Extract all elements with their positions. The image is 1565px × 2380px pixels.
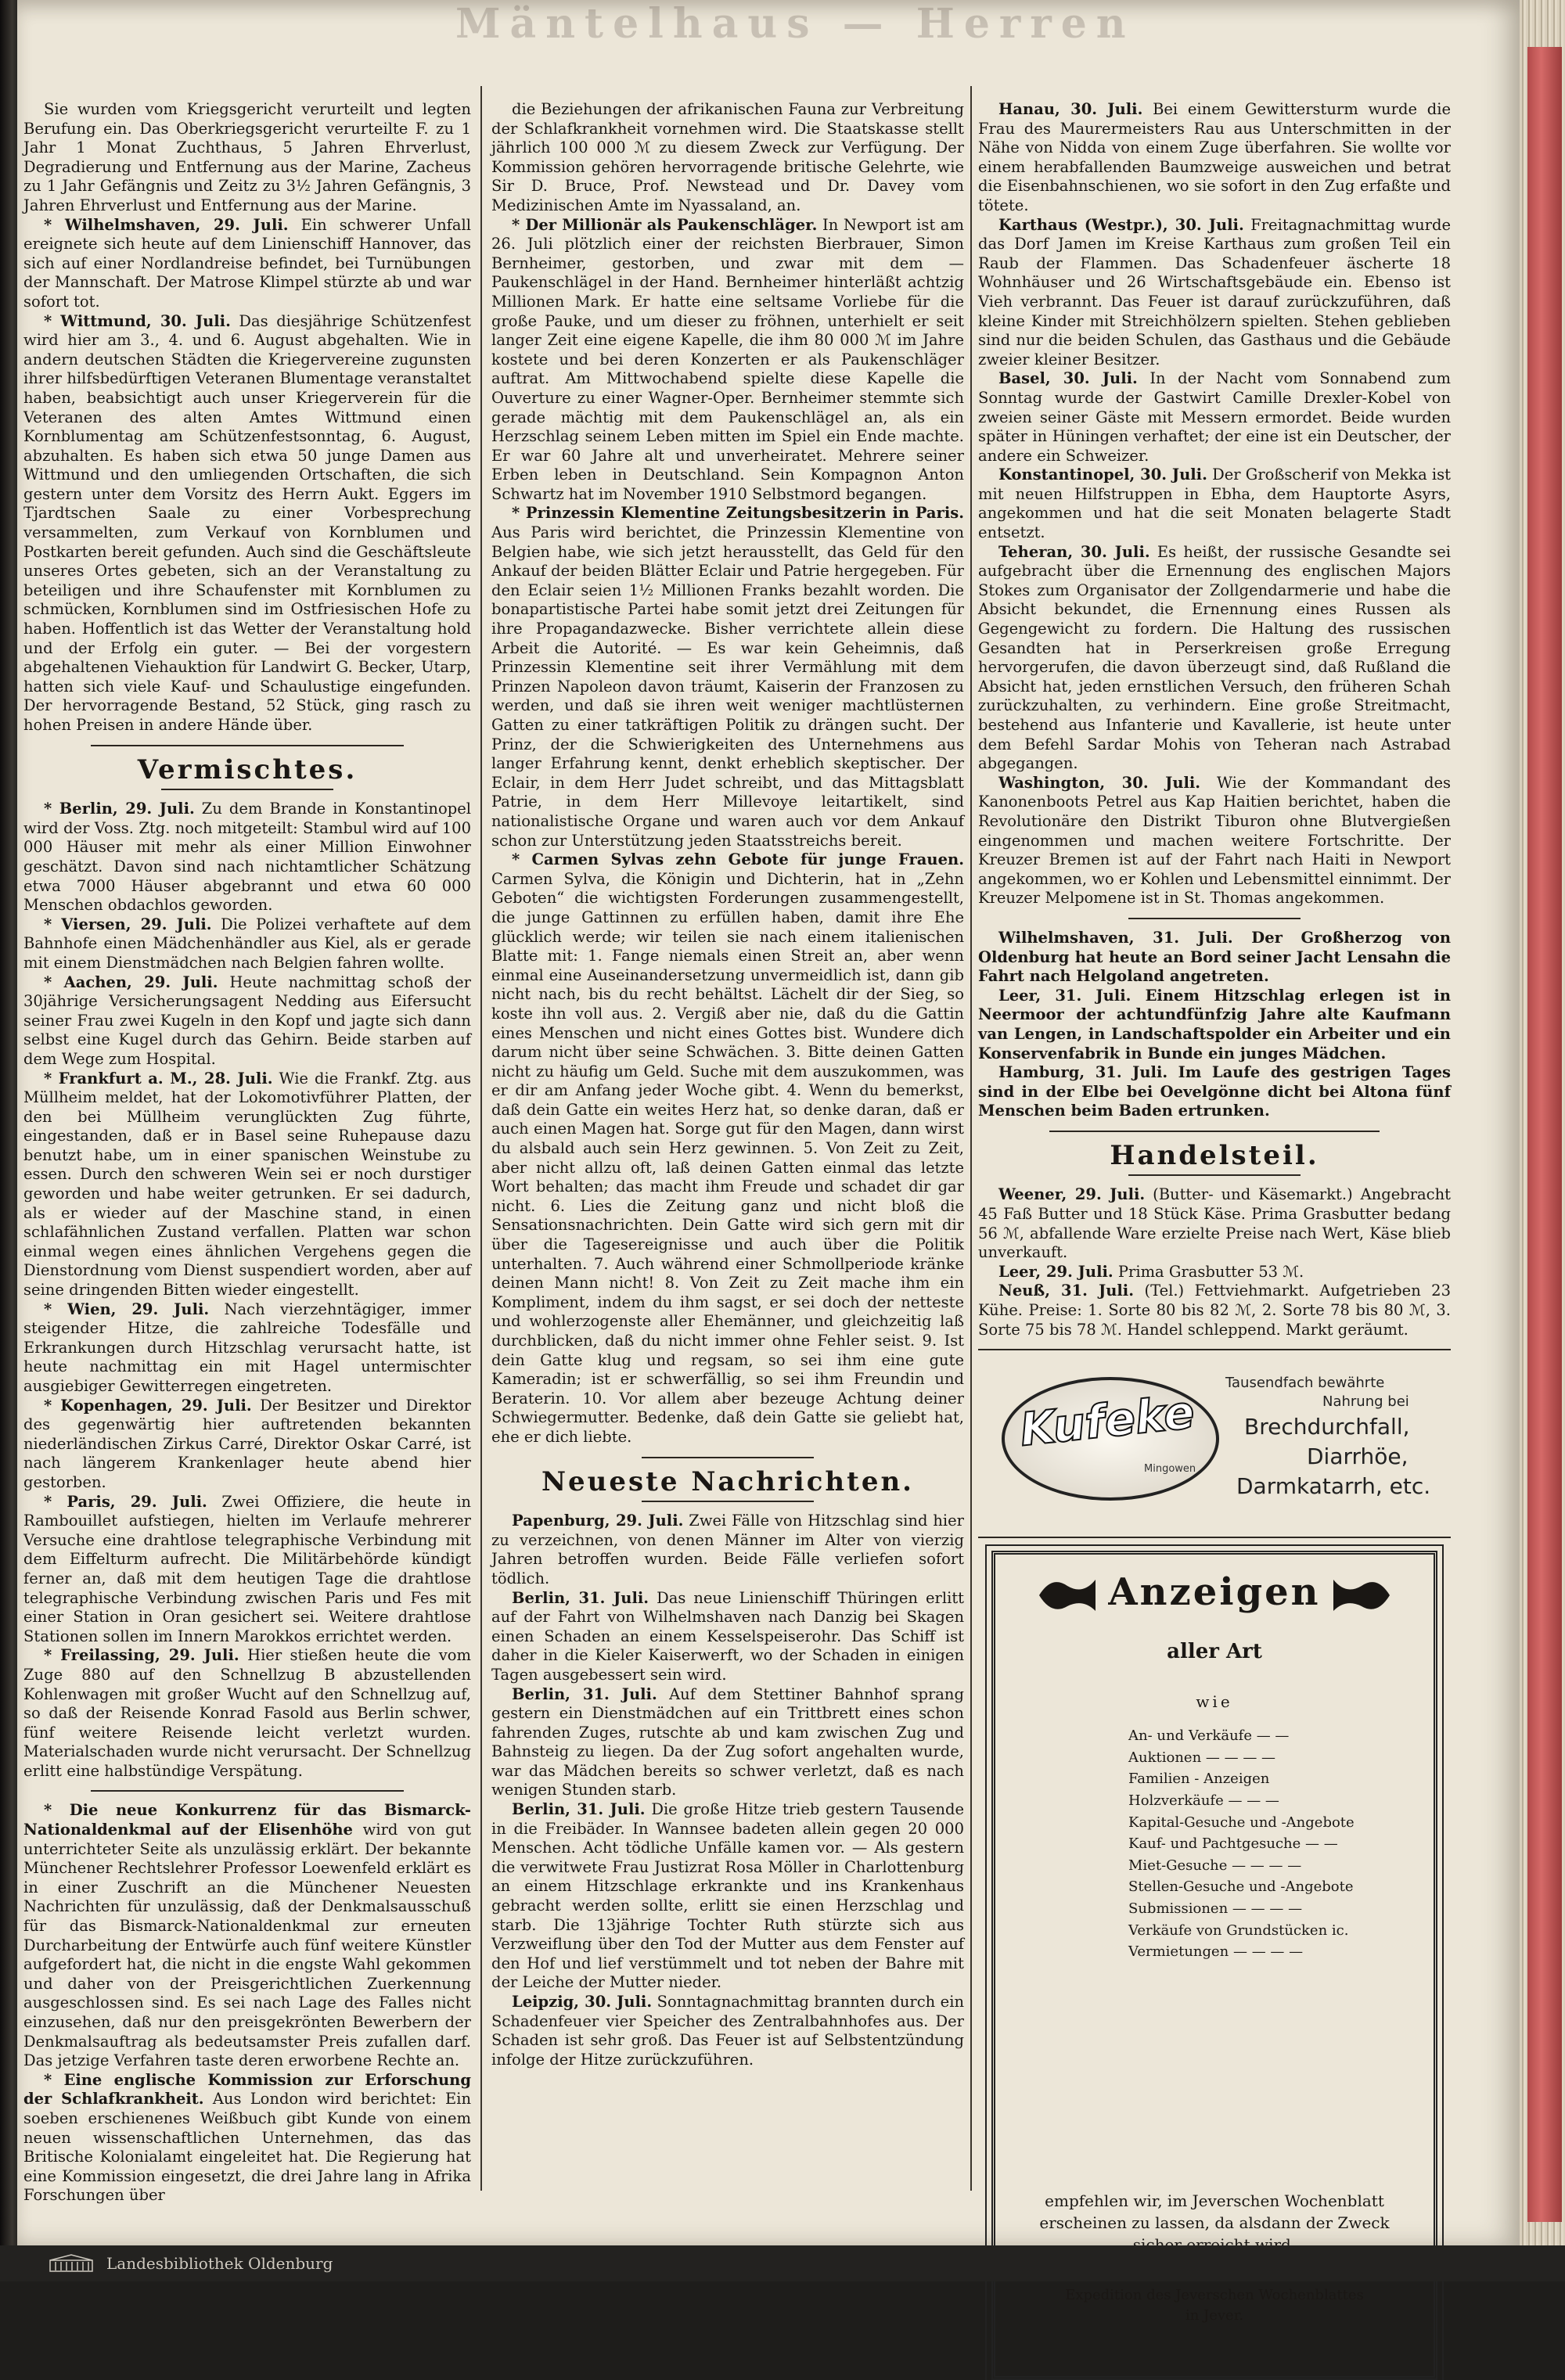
article-paragraph bbox=[23, 1300, 471, 1397]
article-paragraph bbox=[491, 1993, 964, 2069]
article-text: Der Besitzer und Direktor des gegenwärtig hier auftretenden bekannten niederländischen Zirkus Carré, Direktor Oskar Carré, ist nach längerem Krankenlager heute abend hier gestorben. bbox=[23, 1396, 472, 1491]
article-text: Wie die Frankf. Ztg. aus Müllheim meldet, hat der Lokomotivführer Platten, der den bei Müllheim verunglückten Zug führte, eingestanden, daß er in Basel seine Ruhepause dazu benutzt habe, um in einer spanischen Weinstube zu essen. Durch den schweren Wein sei er noch durstiger geworden und habe weiter getrunken. Er sei dadurch, als er wieder auf der Maschine stand, in einen schlafähnlichen Zustand verfallen. Platten war schon einmal wegen eines ähnlichen Vergehens gegen die Dienstordnung vom Dienst suspendiert worden, aber auf seine dringenden Bitten wieder eingestellt. bbox=[23, 1069, 471, 1300]
article-text: Auf dem Stettiner Bahnhof sprang gestern ein Dienstmädchen auf ein Trittbrett eines schon fahrenden Zuges, rutschte ab und kam zwischen Zug und Bahnsteig zu liegen. Da der Zug sofort angehalten wurde, war das Mädchen bereits so schwer verletzt, daß es nach wenigen Stunden starb. bbox=[491, 1684, 964, 1799]
article-paragraph bbox=[978, 1282, 1451, 1339]
anzeigen-subtitle: aller Art bbox=[1167, 1640, 1262, 1664]
dateline: Berlin, 31. Juli. bbox=[512, 1588, 649, 1607]
article-paragraph bbox=[23, 1070, 471, 1300]
dateline: Teheran, 30. Juli. bbox=[998, 542, 1150, 561]
article-paragraph bbox=[491, 1512, 964, 1588]
dateline: Neuß, 31. Juli. bbox=[998, 1282, 1135, 1300]
article-paragraph bbox=[491, 1800, 964, 1993]
separator bbox=[161, 789, 333, 790]
article-text: In der Nacht vom Sonnabend zum Sonntag wurde der Gastwirt Camille Drexler-Kobel von zweien seiner Gäste mit Messern ermordet. Beide wurden später in Hüningen verhaftet; der eine ist ein Deutscher, der andere ein Schweizer. bbox=[978, 369, 1451, 465]
article-text: Hier stießen heute die vom Zuge 880 auf den Schnellzug B abzustellenden Kohlenwagen mit großer Wucht auf den Schnellzug auf, so daß der Reisende Konrad Fasold aus Berlin schwer, fünf weitere Reisende leicht verletzt wurden. Materialschaden wurde nicht verursacht. Der Schnellzug erlitt eine halbstündige Verspätung. bbox=[23, 1646, 471, 1780]
separator bbox=[642, 1457, 814, 1458]
anzeigen-title: Anzeigen bbox=[1108, 1570, 1321, 1615]
anzeigen-list bbox=[1128, 1725, 1355, 1963]
library-name: Landesbibliothek Oldenburg bbox=[106, 2254, 333, 2273]
article-text: Aus London wird berichtet: Ein soeben erschienenes Weißbuch gibt Kunde von einem neuen wissenschaftlichen Unternehmen, das das Britische Kolonialamt eingeleitet hat. Die Regierung hat eine Kommission eingesetzt, die drei Jahre lang in Afrika Forschungen über bbox=[23, 2090, 471, 2205]
article-paragraph bbox=[491, 100, 964, 216]
dateline: Leer, 29. Juli. bbox=[998, 1262, 1113, 1281]
dateline: * Wien, 29. Juli. bbox=[44, 1300, 210, 1318]
article-text: Zwei Offiziere, die heute in Rambouillet aufstiegen, hielten im Verlaufe mehrerer Versuche eine drahtlose telegraphische Verbindung mit dem Eiffelturm aufrecht. Die Militärbehörde kündigt ferner an, daß mit dem heutigen Tage die drahtlose telegraphische Verbindung zwischen Paris und Fes mit einer Station in Oran gesichert sei. Weitere drahtlose Stationen sollen im Innern Marokkos errichtet werden. bbox=[23, 1492, 471, 1645]
footer-bar bbox=[0, 2245, 1565, 2281]
article-text: Die Polizei verhaftete auf dem Bahnhofe einen Mädchenhändler aus Kiel, als er gerade mit einem Dienstmädchen nach Belgien fahren wollte. bbox=[23, 915, 471, 972]
dateline: Berlin, 31. Juli. bbox=[512, 1800, 646, 1819]
anzeigen-list-item: Verkäufe von Grundstücken ic. bbox=[1128, 1922, 1349, 1939]
anzeigen-publisher bbox=[995, 2285, 1434, 2326]
article-text: Bei einem Gewittersturm wurde die Frau des Maurermeisters Rau aus Unterschmitten in der Nähe von Nidda von einem Zuge überfahren. Sie wollte vor einem herabfallenden Baumzweige ausweichen und betrat die Eisenbahnschienen, wo sie sofort in den Zug erfaßte und tötete. bbox=[978, 100, 1451, 214]
separator bbox=[642, 1501, 814, 1502]
kufeke-line: Nahrung bei bbox=[1322, 1393, 1409, 1411]
anzeigen-list-item: Stellen-Gesuche und -Angebote bbox=[1128, 1878, 1354, 1896]
article-text: Ein schwerer Unfall ereignete sich heute auf dem Linienschiff Hannover, das sich auf einer Nordlandreise befindet, bei Turnübungen der Mannschaft. Der Matrose Klimpel stürzte ab und war sofort tot. bbox=[23, 215, 471, 311]
separator bbox=[91, 745, 404, 746]
article-text: Aus Paris wird berichtet, die Prinzessin Klementine von Belgien habe, wie sich jetzt herausstellt, das Geld für den Ankauf der beiden Blätter Eclair und Patrie hergegeben. Für den Eclair seien 1½ Millionen Franks bezahlt worden. Die bonapartistische Partei habe somit jetzt drei Zeitungen für ihre Propagandazwecke. Bisher verrichtete allein diese Arbeit die Autorité. — Es war kein Geheimnis, daß Prinzessin Klementine seit ihrer Vermählung mit dem Prinzen Napoleon davon träumt, Kaiserin der Franzosen zu werden, und daß sie ihren weit weniger machtlüsternen Gatten zu einer tatkräftigen Politik zu drängen sucht. Der Prinz, der die Schwierigkeiten des Unternehmens aus langer Erfahrung kennt, denkt erheblich skeptischer. Der Eclair, in dem Herr Judet schreibt, und das Mittagsblatt Patrie, in dem Herr Millevoye leitartikelt, sind nationalistische Organe und waren auch vor dem Ankauf schon zur Unterstützung jeden Staatsstreichs bereit. bbox=[491, 523, 964, 850]
separator bbox=[1049, 1131, 1380, 1132]
dateline: Weener, 29. Juli. bbox=[998, 1185, 1146, 1204]
dateline: * Carmen Sylvas zehn Gebote für junge Frauen. bbox=[512, 850, 964, 869]
anzeigen-list-item: Kapital-Gesuche und -Angebote bbox=[1128, 1814, 1355, 1831]
article-paragraph bbox=[491, 216, 964, 505]
article-paragraph bbox=[491, 1685, 964, 1801]
kufeke-line: Brechdurchfall, bbox=[1244, 1414, 1410, 1440]
article-text: Sie wurden vom Kriegsgericht verurteilt und legten Berufung ein. Das Oberkriegsgericht verurteilte F. zu 1 Jahr 1 Monat Zuchthaus, 5 Jahren Ehrverlust, Degradierung und Entfernung aus der Marine, Zacheus zu 1 Jahr Gefängnis und Zeitz zu 3½ Jahren Gefängnis, 3 Jahren Ehrverlust und Entfernung aus der Marine. bbox=[23, 100, 471, 214]
article-paragraph bbox=[23, 100, 471, 216]
article-paragraph bbox=[491, 850, 964, 1447]
article-paragraph bbox=[23, 1801, 471, 2070]
article-text: Leer, 31. Juli. Einem Hitzschlag erlegen ist in Neermoor der achtundfünfzig Jahre alte Kaufmann van Lengen, in Landschaftspolder ein Arbeiter und ein Konservenfabrik in Bunde ein junges Mädchen. bbox=[978, 986, 1451, 1062]
dateline: Leipzig, 30. Juli. bbox=[512, 1993, 653, 2011]
anzeigen-list-item: Vermietungen — — — — bbox=[1128, 1943, 1304, 1961]
article-paragraph bbox=[23, 1493, 471, 1647]
kufeke-line: Tausendfach bewährte bbox=[1225, 1375, 1385, 1392]
article-paragraph bbox=[978, 987, 1451, 1063]
article-paragraph bbox=[978, 543, 1451, 774]
dateline: * Viersen, 29. Juli. bbox=[44, 915, 212, 933]
column-left bbox=[23, 100, 471, 2206]
article-text: Carmen Sylva, die Königin und Dichterin, hat in „Zehn Geboten“ die wichtigsten Forderungen zusammengestellt, die junge Gattinnen zu erfüllen haben, damit ihre Ehe glücklich werde; wir teilen sie nach einem italienischen Blatte mit: 1. Fange niemals einen Streit an, aber wenn einmal eine Auseinandersetzung unvermeidlich ist, dann gib nicht nach, bis du recht behältst. Lächelt dir der Sieg, so koste ihn voll aus. 2. Vergiß aber nie, daß du die Gattin eines Menschen und nicht eines Gottes bist. Wundere dich darum nicht über seine Schwächen. 3. Bitte deinen Gatten nicht zu häufig um Geld. Suche mit dem auszukommen, was er dir am Anfang jeder Woche gibt. 4. Wenn du bemerkst, daß dein Gatte ein weites Herz hat, so denke daran, daß er auch einen Magen hat. Sorge gut für den Magen, dann wirst du alsbald auch sein Herz gewinnen. 5. Von Zeit zu Zeit, aber nicht allzu oft, laß deinen Gatten einmal das letzte Wort behalten; das macht ihm Freude und schadet dir gar nicht. 6. Lies die Zeitung ganz und nicht bloß die Sensationsnachrichten. Dein Gatte wird sich gern mit dir über die Tagesereignisse und auch über die Politik unterhalten. 7. Auch während einer Schmollperiode kränke deinen Mann nicht! 8. Von Zeit zu Zeit mache ihm ein Kompliment, indem du ihm sagst, er sei doch der netteste und wohlerzogenste aller Ehemänner, und gleichzeitig laß durchblicken, daß du nicht immer ohne Fehler seist. 9. Ist dein Gatte klug und regsam, so sei ihm eine gute Kameradin; ist er schwerfällig, so sei ihm Freundin und Beraterin. 10. Vor allem aber bezeuge Achtung deiner Schwiegermutter. Bedenke, daß dein Gatte sie geliebt hat, ehe er dich liebte. bbox=[491, 869, 964, 1446]
library-building-icon bbox=[49, 2254, 94, 2273]
dateline: * Prinzessin Klementine Zeitungsbesitzerin in Paris. bbox=[512, 504, 964, 523]
article-paragraph bbox=[23, 216, 471, 312]
article-text: wird von gut unterrichteter Seite als unzulässig erklärt. Der bekannte Münchener Rechtslehrer Professor Loewenfeld erklärt es in einer Zuschrift an die Münchener Neuesten Nachrichten für unzulässig, daß der Denkmalsausschuß für das Bismarck-Nationaldenkmal zur erneuten Durcharbeitung der Entwürfe auch fünf weitere Künstler aufgefordert hat, die nicht in die engste Wahl gekommen und daher von der Preisgerichtlichen Zuerkennung ausgeschlossen sind. Es sei nach Lage des Falles nicht einzusehen, daß nur den preisgekrönten Bewerbern der Denkmalsauftrag als bedeutsamster Preis zufallen darf. Das jetzige Verfahren taste deren erworbene Rechte an. bbox=[23, 1821, 471, 2070]
article-text: (Tel.) Fettviehmarkt. Aufgetrieben 23 Kühe. Preise: 1. Sorte 80 bis 82 ℳ, 2. Sorte 78 bis 80 ℳ, 3. Sorte 75 bis 78 ℳ. Handel schleppend. Markt geräumt. bbox=[978, 1282, 1452, 1339]
article-paragraph bbox=[23, 915, 471, 973]
anzeigen-list-item: Miet-Gesuche — — — — bbox=[1128, 1857, 1302, 1874]
dateline: Papenburg, 29. Juli. bbox=[512, 1512, 684, 1530]
article-text: Heute nachmittag schoß der 30jährige Versicherungsagent Nedding aus Eifersucht seiner Frau zwei Kugeln in den Kopf und jagte sich dann selbst eine Kugel durch das Gehirn. Beide starben auf dem Wege zum Hospital. bbox=[23, 972, 471, 1068]
anzeigen-list-item: Kauf- und Pachtgesuche — — bbox=[1128, 1835, 1338, 1853]
dateline: Hanau, 30. Juli. bbox=[998, 100, 1143, 118]
article-paragraph bbox=[978, 774, 1451, 908]
red-edge-marker bbox=[1527, 47, 1562, 2222]
column-middle bbox=[491, 100, 964, 2069]
article-text: Das diesjährige Schützenfest wird hier am 3., 4. und 6. August abgehalten. Wie in andern deutschen Städten die Kriegervereine zugunsten ihrer hilfsbedürftigen Veteranen Blumentage veranstaltet haben, beabsichtigt auch unser Kriegerverein für die Veteranen des alten Amtes Wittmund einen Kornblumentag am Schützenfestsonntag, 6. August, abzuhalten. Es haben sich etwa 50 junge Damen aus Wittmund und den umliegenden Ortschaften, die sich gestern unter dem Vorsitz des Herrn Aukt. Eggers im Tjardtschen Saale zu einer Vorbesprechung versammelten, zum Verkauf von Kornblumen und Postkarten bereit gefunden. Auch sind die Geschäftsleute unseres Ortes gebeten, sich an der Veranstaltung zu beteiligen und ihre Schaufenster mit Kornblumen zu schmücken, Kornblumen sind im Ostfriesischen Hofe zu haben. Hoffentlich ist das Wetter der Veranstaltung hold und der Erfolg ein guter. — Bei der vorgestern abgehaltenen Viehauktion für Landwirt G. Becker, Utarp, hatten sich viele Kauf- und Schaulustige eingefunden. Der hervorragende Bestand, 52 Stück, ging rasch zu hohen Preisen in andere Hände über. bbox=[23, 311, 472, 734]
article-paragraph bbox=[978, 466, 1451, 542]
section-title-handelsteil: Handelsteil. bbox=[1110, 1139, 1319, 1171]
dateline: * Aachen, 29. Juli. bbox=[44, 972, 218, 991]
column-rule-1 bbox=[480, 86, 482, 2191]
article-text: Der Großscherif von Mekka ist mit neuen Hilfstruppen in Ebha, dem Hauptorte Asyrs, angekommen und hat die seit Monaten belagerte Stadt entsetzt. bbox=[978, 466, 1451, 542]
kufeke-line: Diarrhöe, bbox=[1307, 1443, 1408, 1470]
anzeigen-list-item: Holzverkäufe — — — bbox=[1128, 1792, 1279, 1809]
article-text: (Butter- und Käsemarkt.) Angebracht 45 Faß Butter und 18 Stück Käse. Prima Grasbutter bedang 56 ℳ, abfallende Ware erzielte Preise nach Wert, Käse blieb unverkauft. bbox=[978, 1185, 1451, 1262]
dateline: Karthaus (Westpr.), 30. Juli. bbox=[998, 215, 1244, 234]
article-text: Wie der Kommandant des Kanonenboots Petrel aus Kap Haitien berichtet, haben die Revolutionäre den Distrikt Tiburon ohne Blutvergießen eingenommen und machen weitere Fortschritte. Der Kreuzer Bremen ist auf der Fahrt nach Haiti in Newport angekommen, wo er Kohlen und Lebensmittel einnimmt. Der Kreuzer Melpomene ist in St. Thomas angekommen. bbox=[978, 773, 1452, 908]
article-text: Nach vierzehntägiger, immer steigender Hitze, die zahlreiche Todesfälle und Erkrankungen durch Hitzschlag verursacht hatte, ist heute nachmittag ein mit Hagel untermischter ausgiebiger Gewitterregen eingetreten. bbox=[23, 1300, 471, 1395]
anzeigen-list-item: Submissionen — — — — bbox=[1128, 1900, 1303, 1917]
article-text: Wilhelmshaven, 31. Juli. Der Großherzog von Oldenburg hat heute an Bord seiner Jacht Lensahn die Fahrt nach Helgoland angetreten. bbox=[978, 928, 1451, 986]
article-paragraph bbox=[978, 929, 1451, 987]
dateline: * Frankfurt a. M., 28. Juli. bbox=[44, 1069, 273, 1088]
column-right bbox=[978, 100, 1451, 2380]
article-paragraph bbox=[978, 369, 1451, 466]
kufeke-line: Darmkatarrh, etc. bbox=[1236, 1473, 1431, 1500]
kufeke-maker: Mingowen bbox=[1144, 1463, 1196, 1476]
dateline: Basel, 30. Juli. bbox=[998, 369, 1138, 388]
article-paragraph bbox=[23, 1646, 471, 1781]
anzeigen-wie: wie bbox=[1196, 1692, 1233, 1712]
article-paragraph bbox=[978, 1063, 1451, 1121]
dateline: Washington, 30. Juli. bbox=[998, 773, 1201, 792]
separator bbox=[978, 1537, 1451, 1538]
article-text: Zwei Fälle von Hitzschlag sind hier zu verzeichnen, von denen Männer im Alter von vierzig Jahren betroffen wurden. Beide Fälle verliefen sofort tödlich. bbox=[491, 1512, 965, 1587]
separator bbox=[978, 1349, 1451, 1350]
separator bbox=[91, 1790, 404, 1792]
anzeigen-list-item: An- und Verkäufe — — bbox=[1128, 1727, 1290, 1745]
article-paragraph bbox=[491, 504, 964, 850]
article-text: Die große Hitze trieb gestern Tausende in die Freibäder. In Wannsee badeten allein gegen 20 000 Menschen. Acht tödliche Unfälle kamen vor. — Als gestern die verwitwete Frau Justizrat Rosa Möller in Charlottenburg an einem Hitzschlage erkrankte und ins Krankenhaus gebracht werden sollte, erlitt sie einen Herzschlag und starb. Die 13jährige Tochter Ruth stürzte sich aus Verzweiflung über den Tod der Mutter aus dem Fenster auf den Hof und lief verstümmelt und tot neben der Bahre mit der Leiche der Mutter nieder. bbox=[491, 1800, 964, 1992]
anzeigen-list-item: Auktionen — — — — bbox=[1128, 1749, 1276, 1766]
article-text: Das neue Linienschiff Thüringen erlitt auf der Fahrt von Wilhelmshaven nach Danzig bei Skagen einen Schaden an einem Kesselspeiserohr. Das Schiff ist daher in die Kieler Kaiserwerft, wo der Schaden in einigen Tagen ausgebessert sein wird. bbox=[491, 1588, 964, 1684]
article-text: Hamburg, 31. Juli. Im Laufe des gestrigen Tages sind in der Elbe bei Oevelgönne dicht bei Altona fünf Menschen beim Baden ertrunken. bbox=[978, 1063, 1451, 1120]
anzeigen-list-item: Familien - Anzeigen bbox=[1128, 1771, 1270, 1788]
article-paragraph bbox=[23, 312, 471, 735]
article-text: In Newport ist am 26. Juli plötzlich einer der reichsten Bierbrauer, Simon Bernheimer, gestorben, und zwar mit dem — Paukenschlägel in der Hand. Bernheimer hinterläßt achtzig Millionen Mark. Er hatte eine seltsame Vorliebe für die große Pauke, und um dieser zu fröhnen, unterhielt er seit langer Zeit eine eigene Kapelle, die ihm 80 000 ℳ im Jahre kostete und bei deren Konzerten er als Paukenschläger auftrat. Am Mittwochabend spielte diese Kapelle die Ouverture zu einer Wagner-Oper. Bernheimer stemmte sich gerade mächtig mit dem Paukenschlägel an, als ein Herzschlag seinem Leben mitten im Spiel ein Ende machte. Er war 60 Jahre alt und unverheiratet. Mehrere seiner Erben leben in Deutschland. Sein Kompagnon Anton Schwartz hat im November 1910 Selbstmord begangen. bbox=[491, 215, 964, 503]
dateline: * Wilhelmshaven, 29. Juli. bbox=[44, 215, 289, 234]
separator bbox=[1128, 918, 1301, 919]
dateline: * Wittmund, 30. Juli. bbox=[44, 311, 231, 330]
article-text: Sonntagnachmittag brannten durch ein Schadenfeuer vier Speicher des Zentralbahnhofes aus. Der Schaden ist sehr groß. Das Feuer ist auf Selbstentzündung infolge der Hitze zurückzuführen. bbox=[491, 1993, 965, 2069]
kufeke-advertisement bbox=[978, 1360, 1451, 1524]
article-paragraph bbox=[23, 1397, 471, 1493]
anzeigen-rec-line: erscheinen zu lassen, da alsdann der Zweck bbox=[1039, 2213, 1390, 2233]
article-text: Es heißt, der russische Gesandte sei aufgebracht über die Ernennung des englischen Majors Stokes zum Organisator der Zollgendarmerie und habe die Absicht bekundet, die Ernennung eines Russen als Gegengewicht zu fordern. Die Haltung des russischen Gesandten hat in Perserkreisen große Erregung hervorgerufen, die davon überzeugt sind, daß Rußland die Absicht hat, jeden ernstlichen Versuch, den früheren Schah zurückzuhalten, zu verhindern. Eine große Streitmacht, bestehend aus Infanterie und Kavallerie, ist heute unter dem Befehl Sardar Mohis von Teheran nach Astrabad abgegangen. bbox=[978, 542, 1452, 773]
anzeigen-rec-line: empfehlen wir, im Jeverschen Wochenblatt bbox=[1045, 2191, 1384, 2211]
dateline: Konstantinopel, 30. Juli. bbox=[998, 466, 1207, 484]
article-text: Zu dem Brande in Konstantinopel wird der Voss. Ztg. noch mitgeteilt: Stambul wird auf 100 000 Häuser mit mehr als einer Million Einwohner geschätzt. Davon sind nach nichtamtlicher Schätzung etwa 7000 Häuser abgebrannt und etwa 60 000 Menschen obdachlos geworden. bbox=[23, 800, 471, 915]
article-paragraph bbox=[491, 1589, 964, 1685]
column-rule-2 bbox=[970, 86, 972, 2191]
section-title-neueste-nachrichten: Neueste Nachrichten. bbox=[541, 1465, 915, 1497]
anzeigen-publisher-line: in Jever. bbox=[1185, 2307, 1244, 2324]
article-paragraph bbox=[978, 216, 1451, 370]
kufeke-brand: Kufeke bbox=[1017, 1385, 1197, 1457]
dateline: * Kopenhagen, 29. Juli. bbox=[44, 1396, 252, 1415]
dateline: * Eine englische Kommission zur Erforschung der Schlafkrankheit. bbox=[23, 2070, 471, 2109]
article-paragraph bbox=[23, 973, 471, 1070]
dateline: * Paris, 29. Juli. bbox=[44, 1492, 207, 1511]
dateline: * Freilassing, 29. Juli. bbox=[44, 1646, 239, 1665]
anzeigen-publisher-line: Expedition des Jeverschen Wochenblattes bbox=[1065, 2287, 1364, 2304]
show-through-text: Mäntelhaus — Herren bbox=[455, 0, 1135, 48]
article-paragraph bbox=[23, 800, 471, 915]
article-paragraph bbox=[978, 100, 1451, 216]
section-title-vermischtes: Vermischtes. bbox=[137, 753, 358, 786]
article-paragraph bbox=[978, 1185, 1451, 1262]
dateline: * Berlin, 29. Juli. bbox=[44, 800, 195, 818]
separator bbox=[1128, 1174, 1301, 1176]
dateline: Berlin, 31. Juli. bbox=[512, 1684, 657, 1703]
dateline: * Die neue Konkurrenz für das Bismarck-Nationaldenkmal auf der Elisenhöhe bbox=[23, 1801, 471, 1839]
article-text: Prima Grasbutter 53 ℳ. bbox=[1117, 1262, 1304, 1281]
article-text: Freitagnachmittag wurde das Dorf Jamen im Kreise Karthaus zum großen Teil ein Raub der Flammen. Das Schadenfeuer äscherte 18 Wohnhäuser und 26 Wirtschaftsgebäude ein. Ebenso ist Vieh verbrannt. Das Feuer ist darauf zurückzuführen, daß kleine Kinder mit Streichhölzern spielten. Stehen geblieben sind nur die beiden Schulen, das Gasthaus und die Gebäude zweier kleiner Besitzer. bbox=[978, 215, 1451, 369]
article-text: die Beziehungen der afrikanischen Fauna zur Verbreitung der Schlafkrankheit vornehmen wird. Die Staatskasse stellt jährlich 100 000 ℳ zu diesem Zweck zur Verfügung. Der Kommission gehören hervorragende britische Gelehrte, wie Sir D. Bruce, Prof. Newstead und Dr. Davey vom Medizinischen Amte im Nyassaland, an. bbox=[491, 100, 964, 214]
article-paragraph bbox=[23, 2071, 471, 2206]
article-paragraph bbox=[978, 1263, 1451, 1282]
dateline: * Der Millionär als Paukenschläger. bbox=[512, 215, 818, 234]
